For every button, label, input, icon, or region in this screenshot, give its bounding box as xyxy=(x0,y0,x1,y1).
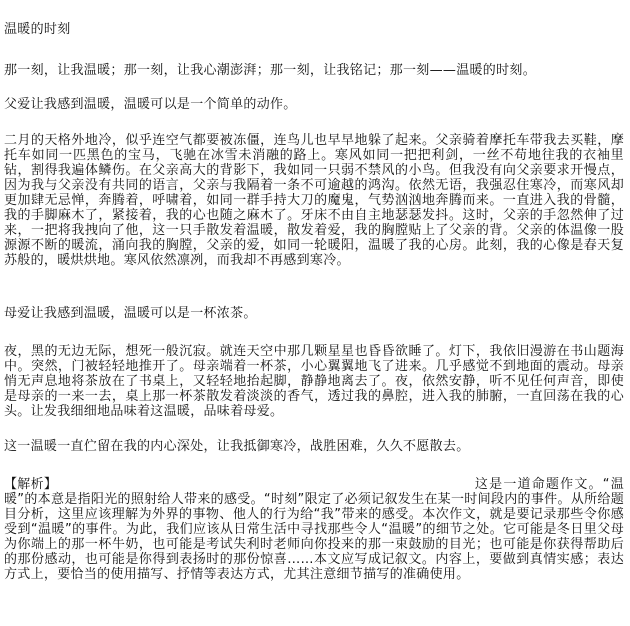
analysis-text: 这是一道命题作文。“温暖”的本意是指阳光的照射给人带来的感受。“时刻”限定了必须记叙发生在某一时间段内的事件。从所给题目分析，这里应该理解为外界的事物、他人的行为给“我”带来的感受。本次作文，就是要记录那些令你感受到“温暖”的事件。为此，我们应该从日常生活中寻找那些令人“温暖”的细节之处。它可能是冬日里父母为你端上的那一杯牛奶，也可能是考试失利时老师向你投来的那一束鼓励的目光；也可能是你获得帮助后的那份感动，也可能是你得到表扬时的那份惊喜……本文应写成记叙文。内容上，要做到真情实感；表达方式上，要恰当的使用描写、抒情等表达方式，尤其注意细节描写的准确使用。 xyxy=(4,477,624,582)
analysis-label: 【解析】 xyxy=(4,477,58,492)
section-body-father: 二月的天格外地冷，似乎连空气都要被冻僵，连鸟儿也早早地躲了起来。父亲骑着摩托车带我去买鞋，摩托车如同一匹黑色的宝马，飞驰在冰雪未消融的路上。寒风如同一把把利剑，一丝不苟地往我的衣袖里钻，割得我遍体鳞伤。在父亲高大的背影下，我如同一只弱不禁风的小鸟。但我没有向父亲要求开慢点，因为我与父亲没有共同的语言，父亲与我隔着一条不可逾越的鸿沟。依然无语，我强忍住寒冷，而寒风却更加肆无忌惮，奔腾着，呼啸着，如同一群手持大刀的魔鬼，气势汹汹地奔腾而来。一直进入我的骨髓，我的手脚麻木了，紧接着，我的心也随之麻木了。牙床不由自主地瑟瑟发抖。这时，父亲的手忽然伸了过来，一把将我拽向了他，这一只手散发着温暖，散发着爱，我的胸膛贴上了父亲的背。父亲的体温像一股源源不断的暖流，涌向我的胸膛，父亲的爱，如同一轮暖阳，温暖了我的心房。此刻，我的心像是春天复苏般的，暖烘烘地。寒风依然凛冽，而我却不再感到寒冷。 xyxy=(4,133,624,268)
section-heading-father: 父爱让我感到温暖，温暖可以是一个简单的动作。 xyxy=(4,97,297,112)
analysis-block xyxy=(4,477,624,582)
section-body-mother: 夜，黑的无边无际，想死一般沉寂。就连天空中那几颗星星也昏昏欲睡了。灯下，我依旧漫游在书山题海中。突然，门被轻轻地推开了。母亲端着一杯茶，小心翼翼地飞了进来。几乎感觉不到地面的震动。母亲悄无声息地将茶放在了书桌上，又轻轻地抬起脚，静静地离去了。夜，依然安静，听不见任何声音，即使是母亲的一来一去，桌上那一杯茶散发着淡淡的香气，透过我的鼻腔，进入我的肺腑，一直回荡在我的心头。让发我细细地品味着这温暖，品味着母爱。 xyxy=(4,344,624,419)
essay-intro: 那一刻，让我温暖；那一刻，让我心潮澎湃；那一刻，让我铭记；那一刻——温暖的时刻。 xyxy=(4,63,537,78)
essay-title: 温暖的时刻 xyxy=(4,22,71,37)
essay-closing: 这一温暖一直伫留在我的内心深处，让我抵御寒冷，战胜困难，久久不愿散去。 xyxy=(4,439,470,454)
section-heading-mother: 母爱让我感到温暖，温暖可以是一杯浓茶。 xyxy=(4,306,257,321)
